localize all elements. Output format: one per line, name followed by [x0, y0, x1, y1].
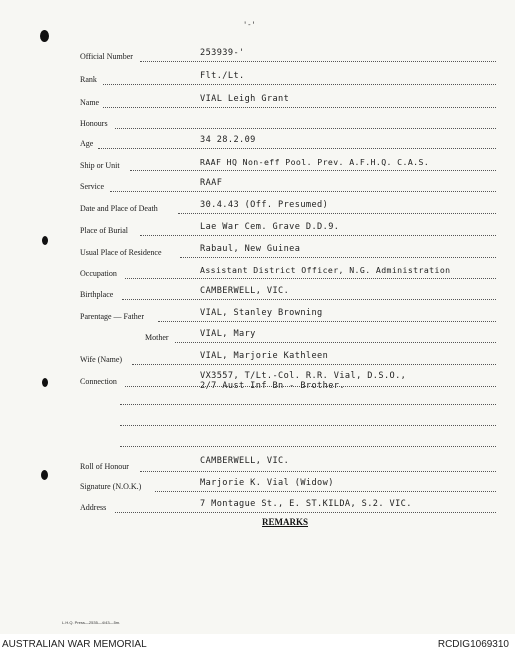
blank-line-3: [120, 446, 496, 447]
line-signature-nok: [155, 491, 496, 492]
value-connection-extra: 2/7 Aust Inf Bn - Brother.: [200, 381, 345, 391]
value-signature-nok: Marjorie K. Vial (Widow): [200, 478, 334, 488]
punch-hole-middle: [42, 378, 48, 387]
line-parentage-father: [158, 321, 496, 322]
line-honours: [115, 128, 496, 129]
value-age: 34 28.2.09: [200, 135, 256, 145]
line-service: [110, 191, 496, 192]
label-parentage-father: Parentage — Father: [80, 312, 144, 321]
value-parentage-father: VIAL, Stanley Browning: [200, 308, 323, 318]
label-mother: Mother: [145, 333, 169, 342]
line-birthplace: [122, 299, 496, 300]
value-connection: VX3557, T/Lt.-Col. R.R. Vial, D.S.O.,: [200, 371, 407, 381]
label-age: Age: [80, 139, 94, 148]
line-mother: [175, 342, 496, 343]
value-ship-or-unit: RAAF HQ Non-eff Pool. Prev. A.F.H.Q. C.A.S.: [200, 157, 430, 167]
label-roll-of-honour: Roll of Honour: [80, 462, 129, 471]
line-rank: [103, 84, 496, 85]
value-address: 7 Montague St., E. ST.KILDA, S.2. VIC.: [200, 499, 412, 509]
value-name: VIAL Leigh Grant: [200, 94, 290, 104]
header-mark: '-': [243, 22, 256, 30]
blank-line-2: [120, 425, 496, 426]
archive-name: AUSTRALIAN WAR MEMORIAL: [2, 639, 147, 650]
punch-hole-lower: [41, 470, 48, 480]
line-ship-or-unit: [130, 170, 496, 171]
label-address: Address: [80, 503, 107, 512]
label-official-number: Official Number: [80, 52, 133, 61]
line-address: [115, 512, 496, 513]
value-wife-name: VIAL, Marjorie Kathleen: [200, 351, 329, 361]
archive-footer: [0, 634, 515, 654]
value-rank: Flt./Lt.: [200, 71, 245, 81]
label-honours: Honours: [80, 119, 108, 128]
value-service: RAAF: [200, 178, 223, 188]
line-roll-of-honour: [140, 471, 496, 472]
label-occupation: Occupation: [80, 269, 117, 278]
label-connection: Connection: [80, 377, 117, 386]
punch-hole-top: [40, 30, 49, 42]
line-date-place-death: [178, 213, 496, 214]
line-wife-name: [132, 364, 496, 365]
line-name: [103, 107, 496, 108]
form-print-reference: L.H.Q. Press—2535—4/43—5m.: [62, 620, 121, 625]
label-rank: Rank: [80, 75, 97, 84]
value-date-place-death: 30.4.43 (Off. Presumed): [200, 200, 329, 210]
archive-reference: RCDIG1069310: [437, 639, 509, 650]
value-usual-residence: Rabaul, New Guinea: [200, 244, 301, 254]
line-age: [98, 148, 496, 149]
value-official-number: 253939-': [200, 48, 245, 58]
label-date-place-death: Date and Place of Death: [80, 204, 158, 213]
label-ship-or-unit: Ship or Unit: [80, 161, 120, 170]
remarks-heading: REMARKS: [262, 517, 309, 527]
label-name: Name: [80, 98, 100, 107]
line-place-of-burial: [140, 235, 496, 236]
value-place-of-burial: Lae War Cem. Grave D.D.9.: [200, 222, 340, 232]
blank-line-1: [120, 404, 496, 405]
value-roll-of-honour: CAMBERWELL, VIC.: [200, 456, 290, 466]
label-place-of-burial: Place of Burial: [80, 226, 128, 235]
value-mother: VIAL, Mary: [200, 329, 256, 339]
label-wife-name: Wife (Name): [80, 355, 123, 364]
value-birthplace: CAMBERWELL, VIC.: [200, 286, 290, 296]
label-signature-nok: Signature (N.O.K.): [80, 482, 142, 491]
line-official-number: [140, 61, 496, 62]
line-usual-residence: [180, 257, 496, 258]
line-occupation: [125, 278, 496, 279]
value-occupation: Assistant District Officer, N.G. Administration: [200, 265, 451, 275]
label-service: Service: [80, 182, 104, 191]
label-birthplace: Birthplace: [80, 290, 114, 299]
punch-hole-upper: [42, 236, 48, 245]
label-usual-residence: Usual Place of Residence: [80, 248, 162, 257]
